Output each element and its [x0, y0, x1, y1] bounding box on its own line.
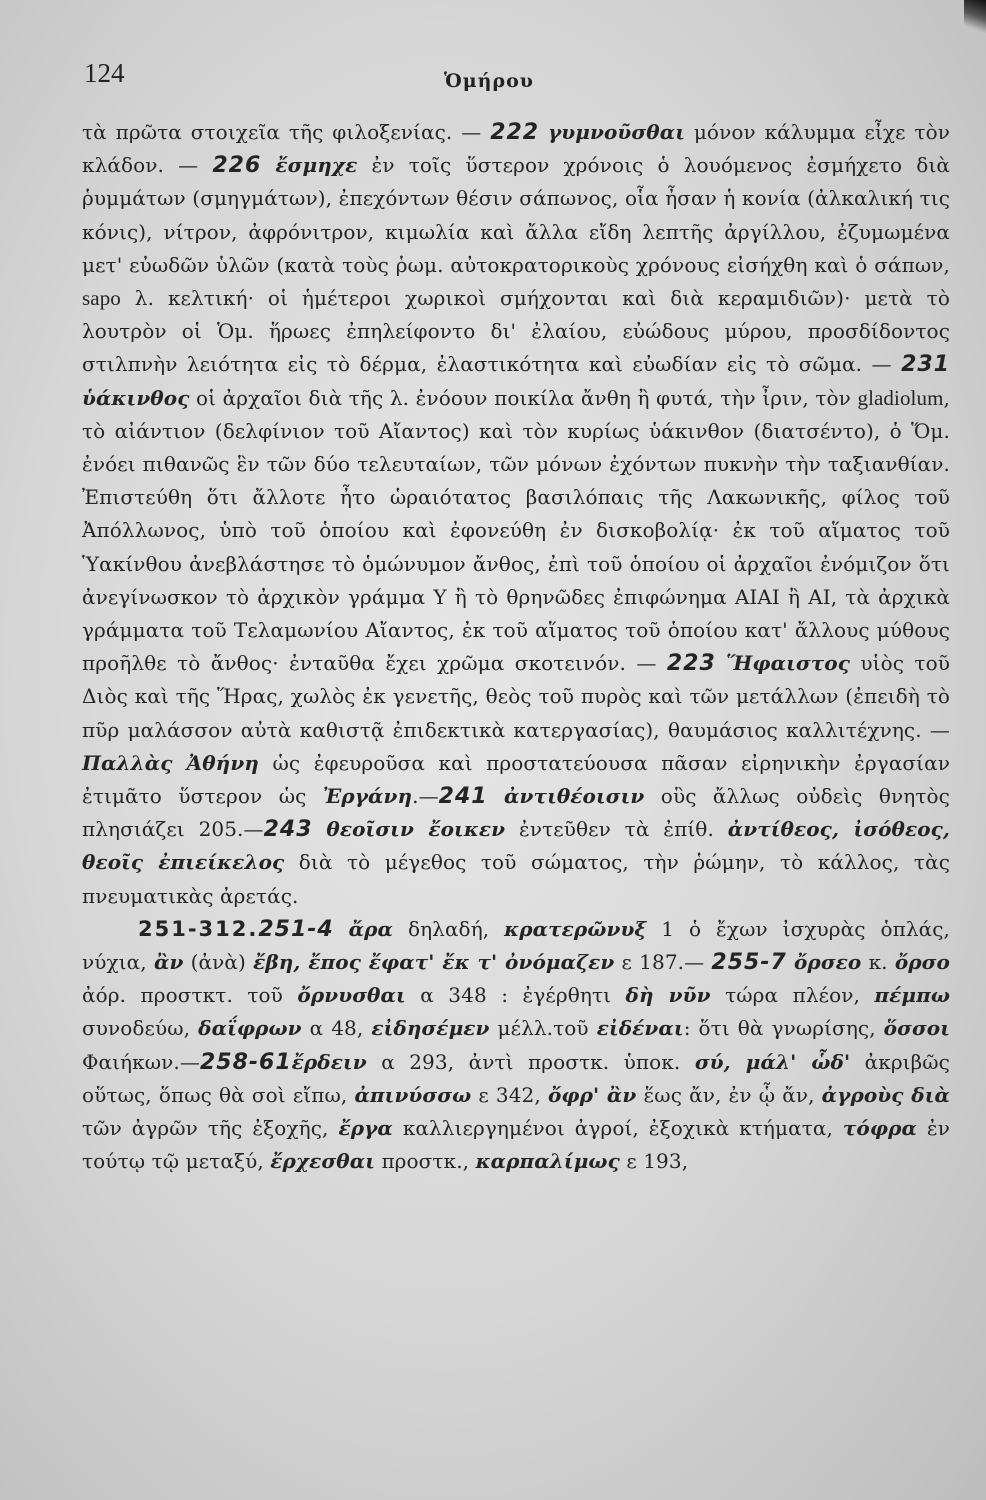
text-run: μόνον κάλυμμα εἶχε τὸν κλάδον. — [82, 120, 950, 178]
text-run [716, 651, 726, 675]
text-run [787, 950, 794, 974]
lemma: ἀντιθέοισιν [504, 784, 645, 809]
text-run: α 293, ἀντὶ προστκ. ὑποκ. [366, 1049, 695, 1074]
text-run: μέλλ.τοῦ [489, 1016, 597, 1041]
lemma: Παλλὰς Ἀθήνη [82, 750, 259, 775]
latin-term: sapo [82, 286, 121, 311]
text-run [539, 120, 548, 144]
text-run: τῶν ἀγρῶν τῆς ἐξοχῆς, [82, 1116, 339, 1141]
text-run [261, 153, 275, 177]
lemma: θεοῖσιν ἔοικεν [326, 817, 506, 842]
line-number: 258-61 [199, 1049, 292, 1075]
lemma: ὑάκινθος [82, 385, 190, 410]
text-run [313, 817, 327, 841]
text-run: ὡς ἐφευροῦσα καὶ προστατεύουσα πᾶσαν εἰρηνικὴν ἐργασίαν ἐτιμᾶτο ὕστερον ὡς [82, 750, 950, 809]
text-run: .— [412, 784, 439, 809]
text-run: ε 187.— [614, 950, 712, 975]
section-heading: 251-312. [138, 916, 259, 941]
text-run: ἀόρ. προστκτ. τοῦ [82, 983, 298, 1008]
text-run: (ἀνὰ) [183, 950, 254, 975]
text-run: λ. κελτική· οἱ ἡμέτεροι χωρικοὶ σμήχονται καὶ διὰ κεραμιδιῶν)· μετὰ τὸ λουτρὸν οἱ Ὁμ. ἥρωες ἐπηλείφοντο δι' ἐλαίου, εὐώδους μύρου, προσδίδοντος στιλπνὴν λειότητα εἰς τὸ δέρμα, ἐλαστικότητα καὶ εὐωδίαν εἰς τὸ σῶμα. — [82, 286, 950, 377]
text-run: συνοδεύω, [82, 1016, 199, 1041]
text-run: ε 193, [619, 1149, 689, 1174]
lemma: ὄφρ' ἂν [547, 1082, 637, 1107]
page-number: 124 [84, 58, 125, 88]
text-run: Φαιήκων.— [82, 1049, 200, 1074]
lemma: ἂν [153, 950, 184, 975]
lemma: ἄρα [348, 916, 394, 941]
line-number: 243 [263, 817, 313, 843]
text-run: προστκ., [374, 1149, 476, 1174]
line-number: 226 [212, 153, 262, 179]
line-number: 241 [438, 784, 488, 810]
lemma: εἰδησέμεν [371, 1016, 490, 1041]
lemma: τόφρα [842, 1116, 917, 1141]
lemma: ἔβη, ἔπος ἔφατ' ἔκ τ' ὀνόμαζεν [253, 950, 615, 975]
line-number: 251-4 [258, 916, 334, 942]
lemma: ἔρχεσθαι [270, 1149, 375, 1174]
text-run: υἱὸς τοῦ Διὸς καὶ τῆς Ἥρας, χωλὸς ἐκ γενετῆς, θεὸς τοῦ πυρὸς καὶ τῶν μετάλλων (ἐπειδὴ τὸ πῦρ μαλάσσον αὐτὰ καθιστᾷ ἐπιδεκτικὰ κατεργασίας), θαυμάσιος καλλιτέχνης. — [82, 651, 950, 742]
text-run: οὓς ἄλλως οὐδεὶς θνητὸς πλησιάζει 205.— [82, 784, 950, 842]
text-run: καλλιεργημένοι ἀγροί, ἐξοχικὰ κτήματα, [392, 1116, 843, 1141]
lemma: Ἐργάνη [322, 784, 413, 809]
text-run: οἱ ἀρχαῖοι διὰ τῆς λ. ἐνόουν ποικίλα ἄνθη ἢ φυτά, τὴν ἶριν, τὸν [189, 385, 858, 410]
text-run: δηλαδή, [393, 916, 505, 941]
text-run: ἕως ἄν, ἐν ᾧ ἄν, [636, 1082, 822, 1107]
line-number: 255-7 [711, 950, 787, 976]
lemma: σύ, μάλ' ὧδ' [694, 1049, 851, 1074]
lemma: ἔρδειν [291, 1049, 367, 1074]
lemma: Ἥφαιστος [726, 651, 851, 676]
text-run: α 348 : ἐγέρθητι [405, 983, 626, 1008]
lemma: γυμνοῦσθαι [548, 120, 685, 144]
text-run: 1 ὁ ἔχων ἰσχυρὰς ὁπλάς, νύχια, [82, 916, 950, 975]
text-run: ἀκριβῶς οὕτως, ὅπως θὰ σοὶ εἴπω, [82, 1049, 950, 1107]
line-number: 223 [666, 651, 716, 677]
text-run: ἐν τοῖς ὕστερον χρόνοις ὁ λουόμενος ἐσμήχετο διὰ ῥυμμάτων (σμηγμάτων), ἐπεχόντων θέσιν σάπωνος, οἷα ἦσαν ἡ κονία (ἀλκαλική τις κόνις), νίτρον, ἀφρόνιτρον, κιμωλία καὶ ἄλλα εἴδη λεπτῆς ἀργίλλου, ἐζυμωμένα μετ' εὐωδῶν ὑλῶν (κατὰ τοὺς ῥωμ. αὐτοκρατορικοὺς χρόνους εἰσήχθη καὶ ὁ σάπων, [82, 153, 950, 277]
line-number: 222 [490, 120, 540, 145]
text-run: τὰ πρῶτα στοιχεῖα τῆς φιλοξενίας. — [82, 120, 491, 144]
commentary-text [82, 116, 950, 1179]
text-run: , τὸ αἰάντιον (δελφίνιον τοῦ Αἴαντος) καὶ τὸν κυρίως ὑάκινθον (διατσέντο), ὁ Ὅμ. ἐνόει πιθανῶς ἓν τῶν δύο τελευταίων, τῶν μόνων ἐχόντων πυκνὴν τὴν ταξιανθίαν. Ἐπιστεύθη ὅτι ἄλλοτε ἦτο ὡραιότατος βασιλόπαις τῆς Λακωνικῆς, φίλος τοῦ Ἀπόλλωνος, ὑπὸ τοῦ ὁποίου καὶ ἐφονεύθη ἐν δισκοβολίᾳ· ἐκ τοῦ αἵματος τοῦ Ὑακίνθου ἀνεβλάστησε τὸ ὁμώνυμον ἄνθος, ἐπὶ τοῦ ὁποίου οἱ ἀρχαῖοι ἐνόμιζον ὅτι ἀνεγίνωσκον τὸ ἀρχικὸν γράμμα Υ ἢ τὸ θρηνῶδες ἐπιφώνημα ΑΙΑΙ ἢ ΑΙ, τὰ ἀρχικὰ γράμματα τοῦ Τελαμωνίου Αἴαντος, ἐκ τοῦ αἵματος τοῦ ὁποίου κατ' ἄλλους μύθους προῆλθε τὸ ἄνθος· ἐνταῦθα ἔχει χρῶμα σκοτεινόν. — [82, 385, 950, 676]
lemma: ἀντίθεος, ἰσόθεος, θεοῖς ἐπιείκελος [82, 817, 950, 875]
running-head: Ὁμήρου [444, 70, 534, 92]
lemma: ἀπινύσσω [354, 1082, 472, 1107]
text-run: ε 342, [471, 1082, 548, 1107]
text-run: ἐν τούτῳ τῷ μεταξύ, [82, 1116, 950, 1174]
lemma: δὴ νῦν [625, 983, 711, 1008]
lemma: εἰδέναι [596, 1016, 684, 1041]
lemma: δαΐφρων [198, 1016, 302, 1041]
text-run: κ. [861, 950, 895, 975]
lemma: ἔσμηχε [275, 153, 358, 178]
lemma: καρπαλίμως [475, 1149, 620, 1174]
page-header [84, 58, 950, 98]
lemma: ὄρσο [894, 950, 950, 975]
text-run: τώρα πλέον, [710, 983, 875, 1008]
line-number: 231 [901, 352, 950, 378]
scan-edge-mark [964, 0, 986, 40]
lemma: ἀγροὺς διὰ [821, 1082, 950, 1107]
lemma: ὄρσεο [793, 950, 862, 975]
latin-term: gladiolum [857, 385, 944, 410]
lemma: ὅσσοι [883, 1016, 951, 1041]
lemma: ἔργα [338, 1116, 393, 1141]
text-run [334, 917, 349, 941]
text-run [488, 784, 504, 808]
text-run: ἐντεῦθεν τὰ ἐπίθ. [505, 817, 728, 842]
text-run: διὰ τὸ μέγεθος τοῦ σώματος, τὴν ῥώμην, τὸ κάλλος, τὰς πνευματικὰς ἀρετάς. [82, 850, 950, 908]
lemma: ὄρνυσθαι [297, 983, 406, 1008]
lemma: κρατερῶνυξ [504, 916, 647, 941]
lemma: πέμπω [874, 983, 951, 1008]
commentary-paragraph-2 [82, 913, 950, 1179]
text-run: : ὅτι θὰ γνωρίσης, [683, 1016, 884, 1041]
commentary-paragraph-1 [82, 116, 950, 913]
text-run: α 48, [301, 1016, 372, 1041]
